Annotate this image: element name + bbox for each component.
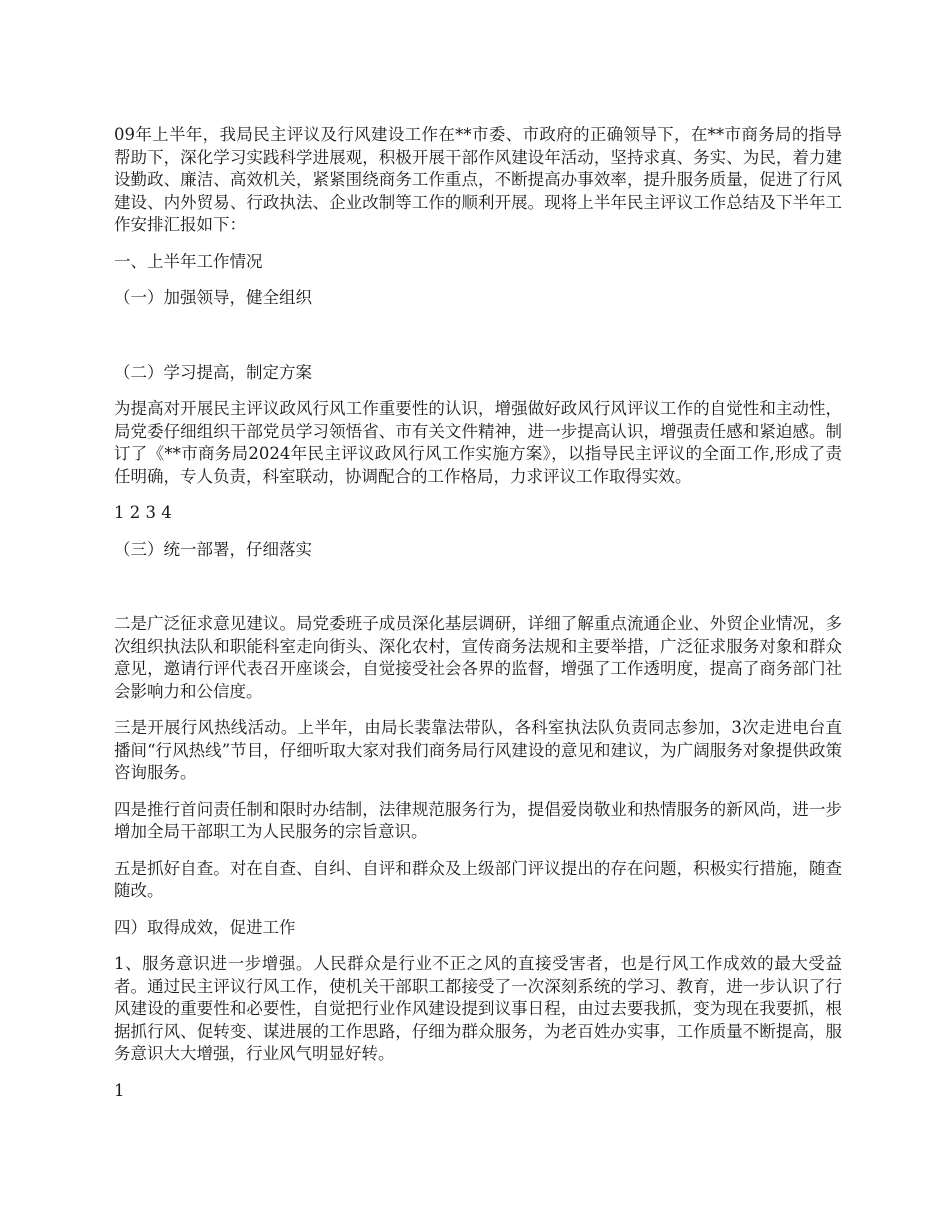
body-paragraph: 二是广泛征求意见建议。局党委班子成员深化基层调研，详细了解重点流通企业、外贸企业情况，多次组织执法队和职能科室走向街头、深化农村，宣传商务法规和主要举措，广泛征求服务对象和群众意见，邀请行评代表召开座谈会，自觉接受社会各界的监督，增强了工作透明度，提高了商务部门社会影响力和公信度。: [114, 614, 842, 701]
document-page: [114, 124, 842, 1102]
subsection-heading: 四）取得成效，促进工作: [114, 917, 296, 937]
body-paragraph: 1、服务意识进一步增强。人民群众是行业不正之风的直接受害者，也是行风工作成效的最大受益者。通过民主评议行风工作，使机关干部职工都接受了一次深刻系统的学习、教育，进一步认识了行风建设的重要性和必要性，自觉把行业作风建设提到议事日程，由过去要我抓，变为现在我要抓，根据抓行风、促转变、谋进展的工作思路，仔细为群众服务，为老百姓办实事，工作质量不断提高，服务意识大大增强，行业风气明显好转。: [114, 954, 842, 1063]
body-paragraph: 四是推行首问责任制和限时办结制，法律规范服务行为，提倡爱岗敬业和热情服务的新风尚，进一步增加全局干部职工为人民服务的宗旨意识。: [114, 799, 842, 841]
page-number: 1: [114, 1080, 125, 1100]
body-paragraph: 1 2 3 4: [114, 503, 172, 522]
body-paragraph: 为提高对开展民主评议政风行风工作重要性的认识，增强做好政风行风评议工作的自觉性和主动性，局党委仔细组织干部党员学习领悟省、市有关文件精神，进一步提高认识，增强责任感和紧迫感。制订了《**市商务局2024年民主评议政风行风工作实施方案》，以指导民主评议的全面工作,形成了责任明确，专人负责，科室联动，协调配合的工作格局，力求评议工作取得实效。: [114, 399, 842, 486]
intro-paragraph: 09年上半年，我局民主评议及行风建设工作在**市委、市政府的正确领导下，在**市商务局的指导帮助下，深化学习实践科学进展观，积极开展干部作风建设年活动，坚持求真、务实、为民，着力建设勤政、廉洁、高效机关，紧紧围绕商务工作重点，不断提高办事效率，提升服务质量，促进了行风建设、内外贸易、行政执法、企业改制等工作的顺利开展。现将上半年民主评议工作总结及下半年工作安排汇报如下：: [114, 125, 842, 234]
subsection-heading: （一）加强领导，健全组织: [114, 288, 312, 307]
subsection-heading: （三）统一部署，仔细落实: [114, 539, 312, 559]
body-paragraph: 三是开展行风热线活动。上半年，由局长裴靠法带队，各科室执法队负责同志参加，3次走进电台直播间“行风热线”节目，仔细听取大家对我们商务局行风建设的意见和建议，为广阔服务对象提供政策咨询服务。: [114, 718, 842, 782]
section-heading: 一、上半年工作情况: [114, 251, 263, 271]
subsection-heading: （二）学习提高，制定方案: [114, 362, 312, 382]
body-paragraph: 五是抓好自查。对在自查、自纠、自评和群众及上级部门评议提出的存在问题，积极实行措施，随查随改。: [114, 858, 842, 900]
